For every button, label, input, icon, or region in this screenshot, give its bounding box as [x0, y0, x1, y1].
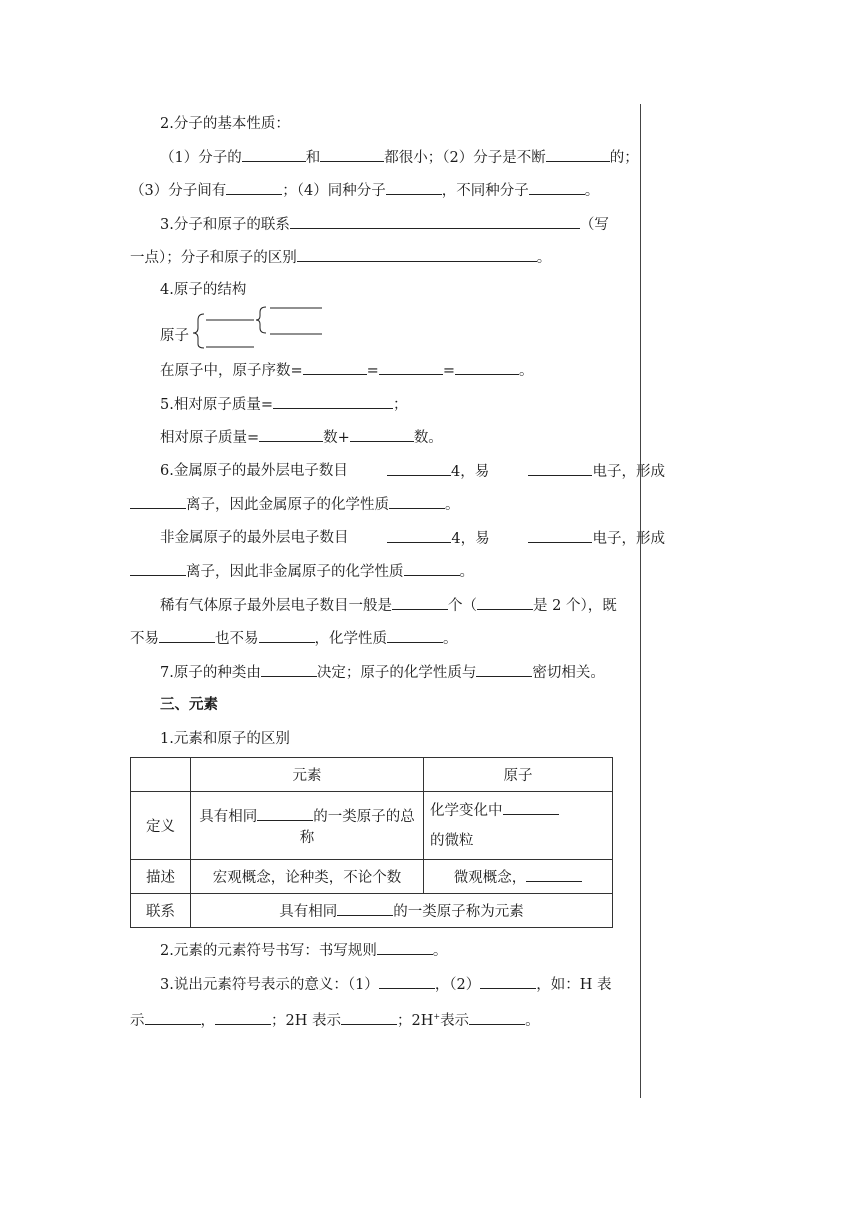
q2-line2: （3）分子间有 ；（4）同种分子 ，不同种分子 。: [130, 180, 635, 201]
q5-line2: 相对原子质量= 数+ 数。: [130, 427, 665, 448]
blank[interactable]: [469, 1010, 525, 1025]
blank[interactable]: [290, 214, 580, 229]
atom-label: 原子: [160, 328, 189, 344]
blank[interactable]: [528, 461, 592, 476]
q2-line1: （1）分子的 和 都很小；（2）分子是不断 的；: [130, 147, 665, 168]
q5-line1: 5.相对原子质量= ；: [130, 394, 665, 415]
blank[interactable]: [130, 561, 186, 576]
blank[interactable]: [389, 494, 445, 509]
blank[interactable]: [273, 394, 393, 409]
q6-line2: 离子，因此金属原子的化学性质 。: [130, 494, 635, 515]
blank[interactable]: [386, 180, 442, 195]
blank[interactable]: [503, 800, 559, 815]
element-atom-table: [130, 757, 613, 928]
blank[interactable]: [337, 901, 393, 916]
table-cell: 化学变化中 的微粒: [424, 792, 613, 860]
e3-line2: 示 ， ；2H 表示 ；2H+表示 。: [130, 1007, 635, 1031]
blank[interactable]: [379, 360, 443, 375]
blank[interactable]: [392, 595, 448, 610]
blank[interactable]: [242, 147, 306, 162]
blank[interactable]: [526, 867, 582, 882]
q3-line1: 3.分子和原子的联系 （写: [130, 214, 665, 235]
blank[interactable]: [159, 628, 215, 643]
table-cell: 具有相同 的一类原子称为元素: [191, 894, 613, 928]
blank[interactable]: [379, 974, 435, 989]
blank[interactable]: [377, 940, 433, 955]
row-label: 描述: [131, 860, 191, 894]
blank[interactable]: [546, 147, 610, 162]
atom-structure-diagram: [160, 300, 340, 350]
blank[interactable]: [226, 180, 282, 195]
blank[interactable]: [404, 561, 460, 576]
table-row: [131, 792, 613, 860]
blank[interactable]: [215, 1010, 271, 1025]
blank[interactable]: [257, 806, 313, 821]
q6-line1: 6.金属原子的最外层电子数目 4，易 电子，形成: [160, 463, 665, 480]
blank[interactable]: [303, 360, 367, 375]
e1-title: 1.元素和原子的区别: [160, 731, 290, 747]
blank[interactable]: [477, 595, 533, 610]
blank[interactable]: [387, 528, 451, 543]
table-cell: 具有相同 的一类原子的总称: [191, 792, 424, 860]
e2-line: 2.元素的元素符号书写：书写规则 。: [130, 940, 665, 961]
blank[interactable]: [387, 461, 451, 476]
table-row: [131, 758, 613, 792]
table-row: [131, 894, 613, 928]
blank[interactable]: [259, 628, 315, 643]
q6-line6: 不易 也不易 ，化学性质 。: [130, 628, 635, 649]
blank[interactable]: [261, 662, 317, 677]
table-row: [131, 860, 613, 894]
q4-title: 4.原子的结构: [160, 282, 247, 298]
table-cell: 微观概念，: [424, 860, 613, 894]
q3-line2: 一点）；分子和原子的区别 。: [130, 247, 635, 268]
q6-line5: 稀有气体原子最外层电子数目一般是 个（ 是 2 个），既: [130, 595, 665, 616]
blank[interactable]: [476, 662, 532, 677]
blank[interactable]: [350, 427, 414, 442]
q6-line4: 离子，因此非金属原子的化学性质 。: [130, 561, 635, 582]
blank[interactable]: [341, 1010, 397, 1025]
blank[interactable]: [529, 180, 585, 195]
section-heading: 三、元素: [160, 696, 218, 713]
blank[interactable]: [297, 247, 537, 262]
table-header-element: 元素: [191, 758, 424, 792]
table-corner-cell: [131, 758, 191, 792]
row-label: 联系: [131, 894, 191, 928]
blank[interactable]: [320, 147, 384, 162]
blank[interactable]: [455, 360, 519, 375]
blank[interactable]: [480, 974, 536, 989]
blank[interactable]: [387, 628, 443, 643]
table-cell: 宏观概念，论种类，不论个数: [191, 860, 424, 894]
row-label: 定义: [131, 792, 191, 860]
q6-line3: 非金属原子的最外层电子数目 4，易 电子，形成: [160, 530, 665, 547]
q2-title: 2.分子的基本性质：: [160, 116, 290, 132]
blank[interactable]: [528, 528, 592, 543]
superscript: +: [433, 1012, 441, 1021]
q7-line: 7.原子的种类由 决定；原子的化学性质与 密切相关。: [130, 662, 665, 683]
q4-line2: 在原子中，原子序数= = = 。: [130, 360, 665, 381]
table-header-atom: 原子: [424, 758, 613, 792]
e3-line1: 3.说出元素符号表示的意义：（1） ，（2） ，如：H 表: [130, 974, 665, 995]
blank[interactable]: [259, 427, 323, 442]
blank[interactable]: [145, 1010, 201, 1025]
blank[interactable]: [130, 494, 186, 509]
brace-diagram: [160, 300, 340, 350]
